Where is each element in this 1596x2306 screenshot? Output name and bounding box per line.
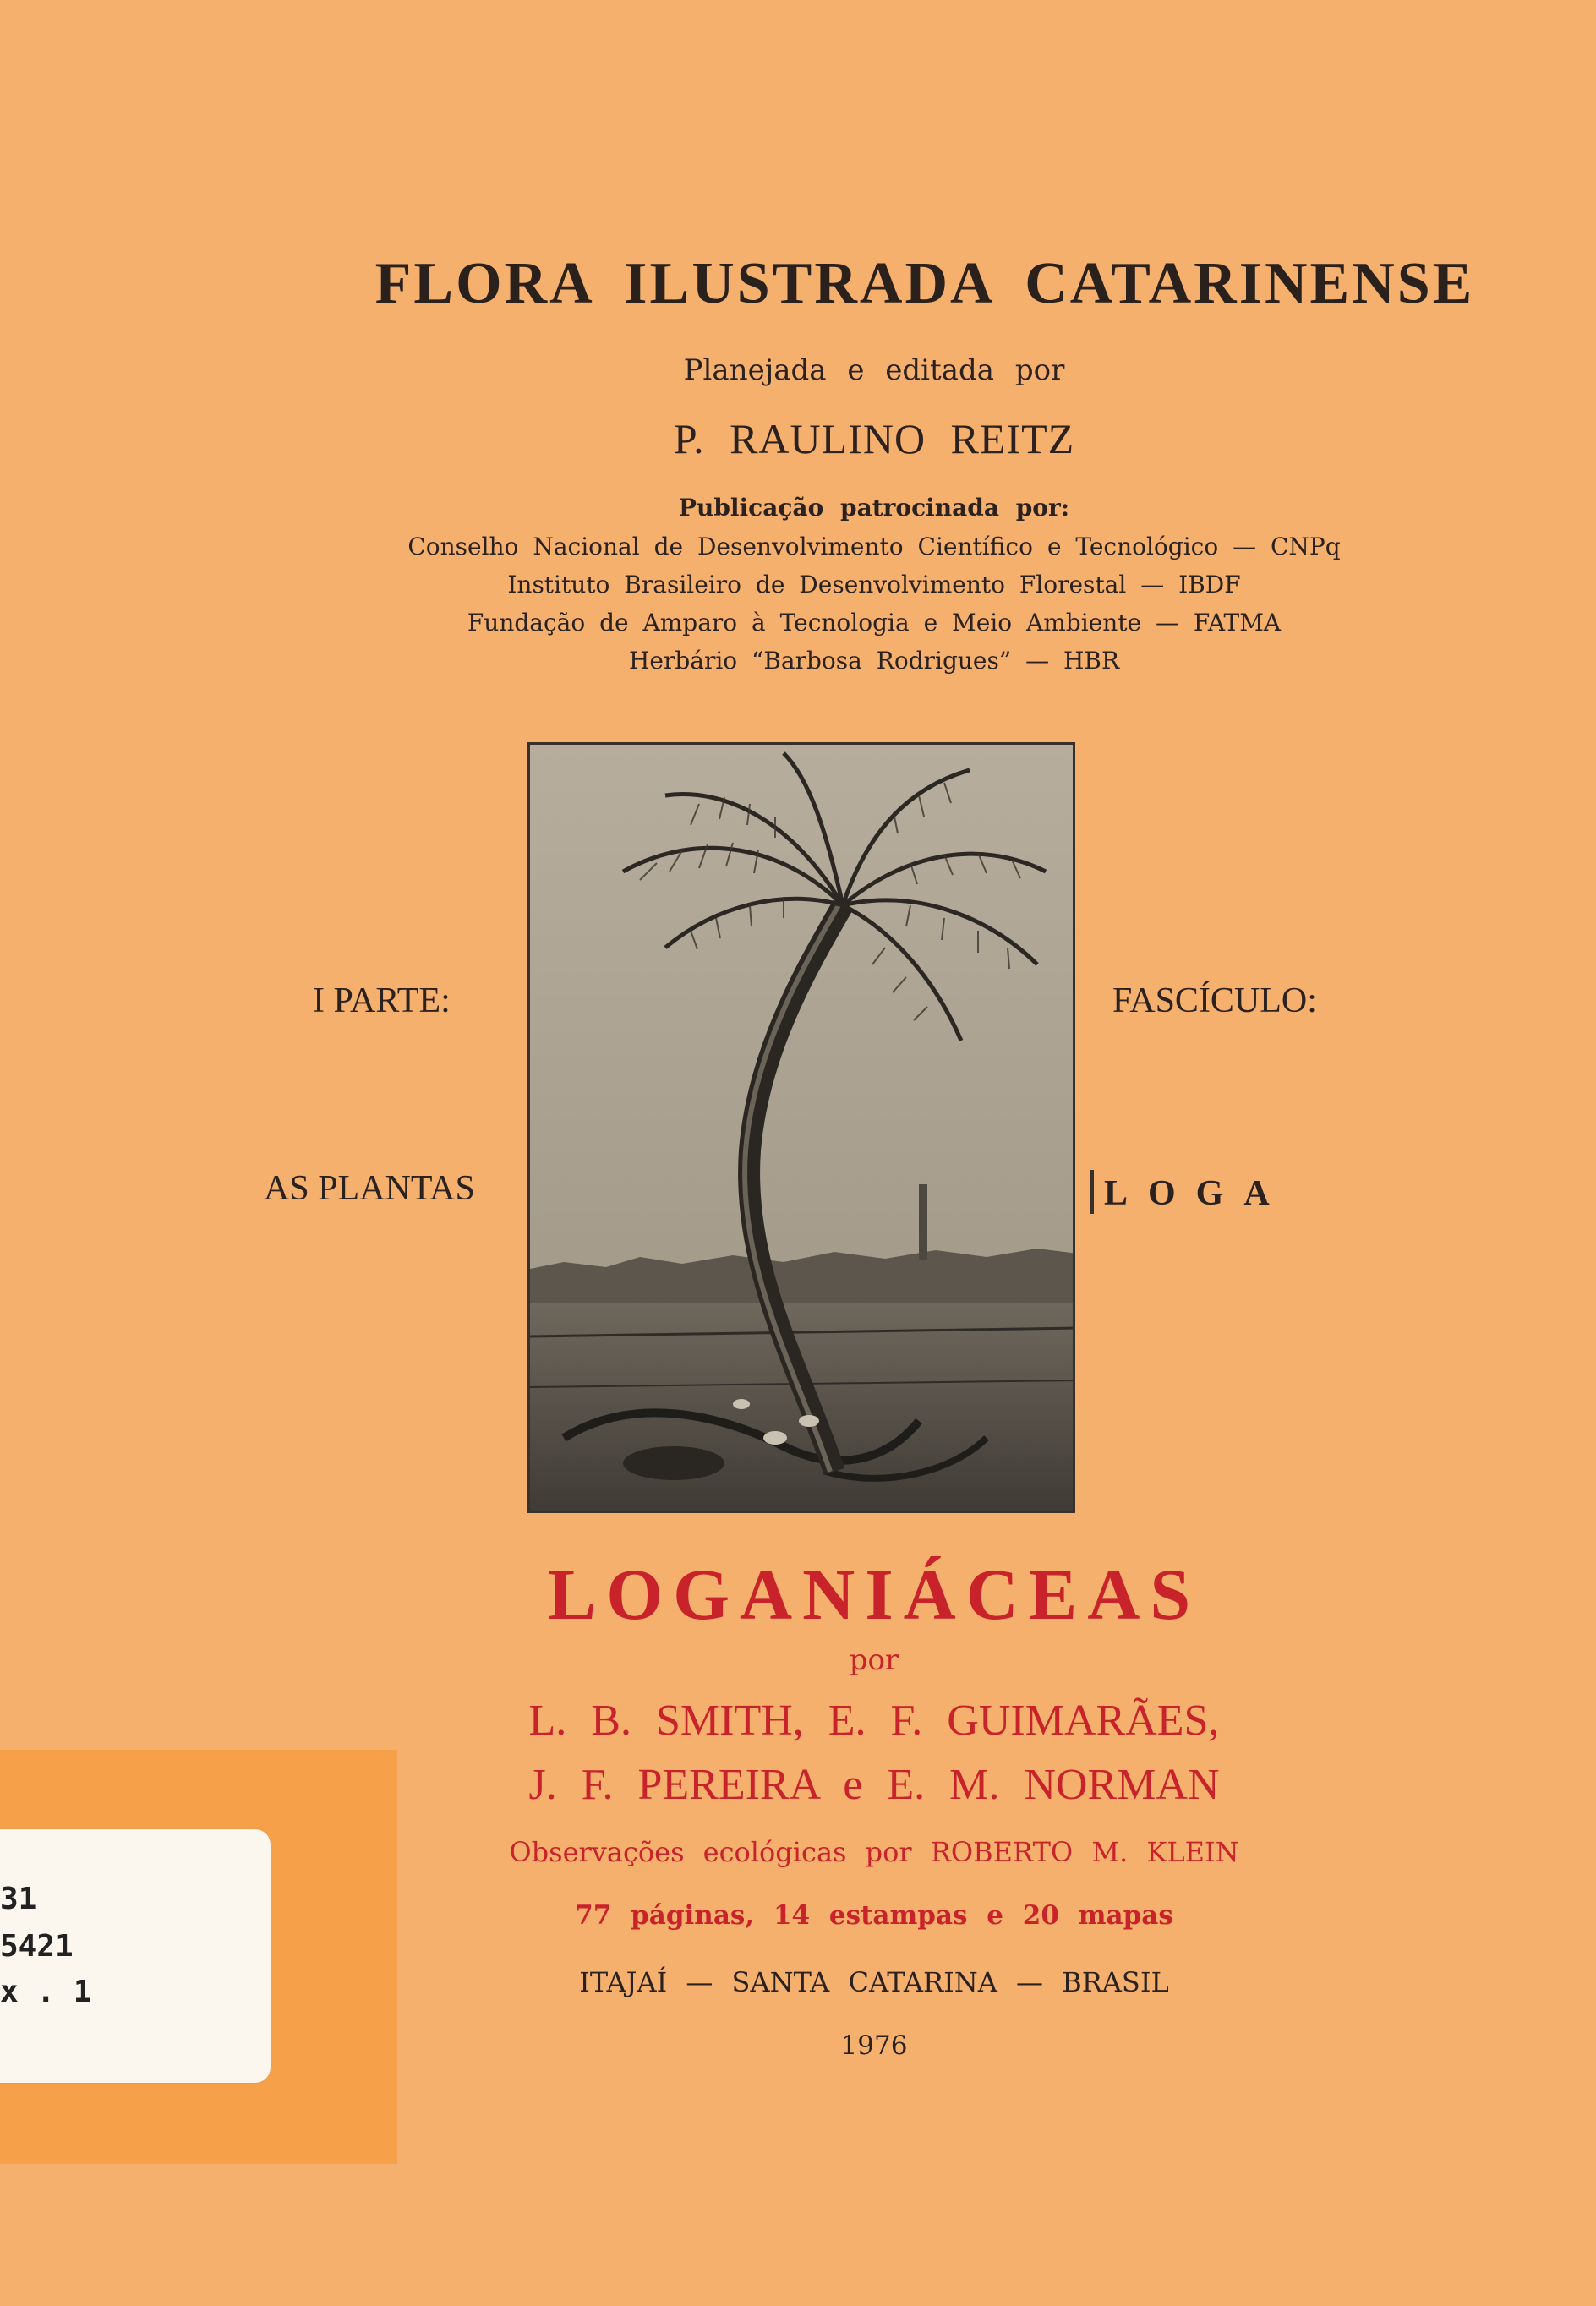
part-label: I PARTE: — [313, 981, 451, 1020]
divider — [1090, 1170, 1094, 1214]
call-number-line: x . 1 — [0, 1975, 92, 2009]
library-call-number-label — [0, 1829, 271, 2083]
authors-line-1: L. B. SMITH, E. F. GUIMARÃES, — [528, 1697, 1220, 1745]
sponsor-item: Instituto Brasileiro de Desenvolvimento Florestal — IBDF — [507, 571, 1241, 598]
palm-tree-photo — [527, 742, 1075, 1513]
page-info: 77 páginas, 14 estampas e 20 mapas — [575, 1900, 1173, 1931]
observations-credit: Observações ecológicas por ROBERTO M. KLEIN — [509, 1836, 1239, 1868]
planned-by-text: Planejada e editada por — [683, 353, 1065, 387]
authors-line-2: J. F. PEREIRA e E. M. NORMAN — [528, 1761, 1220, 1809]
sponsor-item: Conselho Nacional de Desenvolvimento Científico e Tecnológico — CNPq — [407, 533, 1341, 560]
cover-title: FLORA ILUSTRADA CATARINENSE — [374, 251, 1475, 316]
part-value: AS PLANTAS — [264, 1169, 475, 1208]
call-number-line: 5421 — [0, 1929, 74, 1964]
fascicle-value: LOGA — [1104, 1174, 1290, 1213]
publication-year: 1976 — [840, 2030, 908, 2061]
family-title: LOGANIÁCEAS — [547, 1554, 1201, 1635]
editor-name: P. RAULINO REITZ — [673, 415, 1075, 462]
sponsor-item: Fundação de Amparo à Tecnologia e Meio Ambiente — FATMA — [467, 609, 1282, 637]
call-number-line: 31 — [0, 1882, 37, 1916]
sponsor-list — [76, 527, 1596, 680]
fascicle-label: FASCÍCULO: — [1112, 981, 1317, 1020]
sponsored-heading: Publicação patrocinada por: — [678, 494, 1070, 522]
sponsor-item: Herbário “Barbosa Rodrigues” — HBR — [628, 647, 1120, 675]
publication-place: ITAJAÍ — SANTA CATARINA — BRASIL — [579, 1966, 1169, 1998]
by-text: por — [849, 1643, 899, 1677]
